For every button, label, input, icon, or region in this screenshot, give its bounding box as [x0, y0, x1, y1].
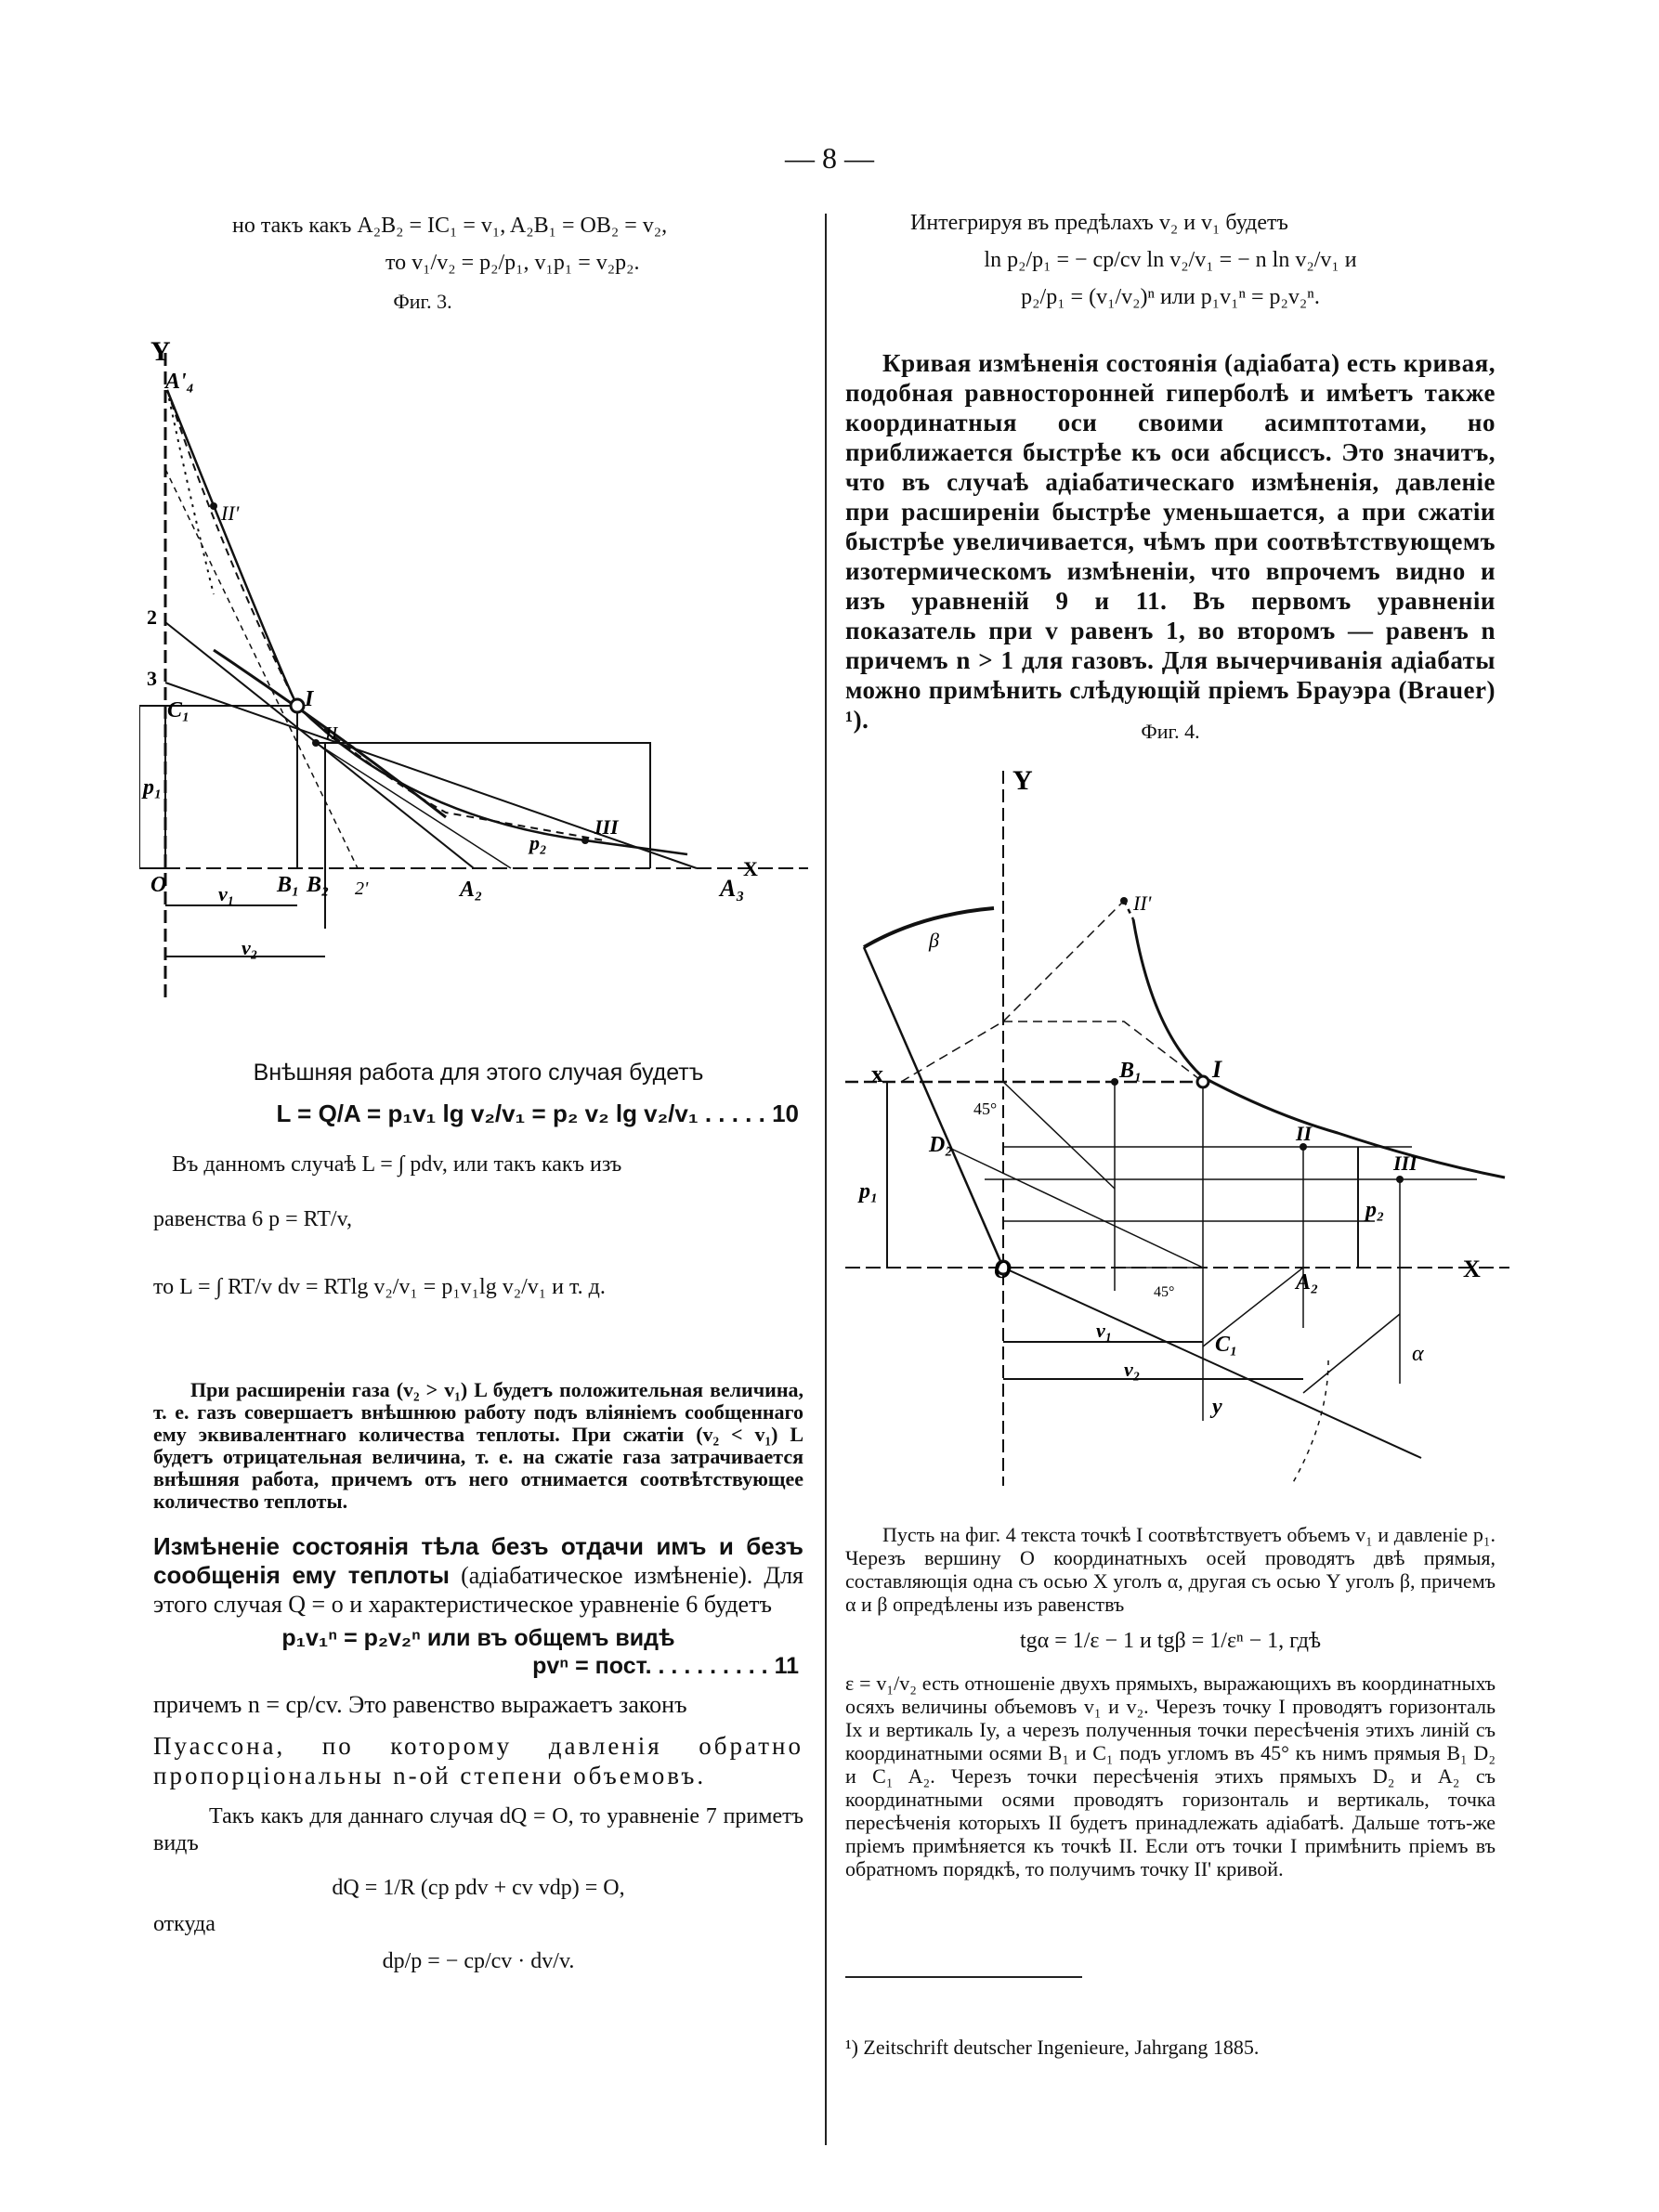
- fig3-ray-ii: [316, 743, 511, 868]
- fig3-dotted: [167, 390, 214, 594]
- fig3-point-iii: [581, 837, 589, 844]
- curve-block: [845, 348, 1496, 735]
- fig3-point-iip: [210, 502, 217, 510]
- left-intro: [153, 212, 803, 314]
- fig3-label-p2: p₂: [529, 831, 547, 854]
- equation-11b: pvⁿ = пост. . . . . . . . . . 11: [532, 1653, 799, 1679]
- fig4-label-ii: II: [1296, 1122, 1313, 1145]
- footnote-rule: [845, 1976, 1082, 1978]
- where-line: причемъ n = cp/cv. Это равенство выражаетъ законъ: [153, 1691, 687, 1718]
- ratio-line: p₂/p₁ = (v₁/v₂)ⁿ или p₁v₁ⁿ = p₂v₂ⁿ.: [1021, 285, 1320, 309]
- page-number: — 8 —: [785, 141, 874, 175]
- fig4-caption: Фиг. 4.: [1141, 720, 1200, 743]
- fig4-label-y: Y: [1012, 765, 1033, 796]
- let-paragraph: Пусть на фиг. 4 текста точкѣ I соотвѣтствуетъ объемъ v₁ и давленіе p₁. Черезъ вершину O координатныхъ осей проводятъ двѣ прямыя, составляющія одна съ осью X уголъ α, другая съ осью Y уголъ β, причемъ α и β опредѣлены изъ равенствъ: [845, 1523, 1496, 1616]
- fig4-point-b1: [1111, 1078, 1118, 1086]
- whence-line: откуда: [153, 1912, 216, 1936]
- fig3-label-iip: II': [221, 501, 240, 525]
- given-case-line: Въ данномъ случаѣ L = ∫ pdv, или такъ какъ изъ: [172, 1152, 622, 1177]
- fig4-label-v2: v₂: [1124, 1358, 1141, 1381]
- fig3-label-y: Y: [150, 336, 171, 367]
- column-divider: [825, 214, 827, 2145]
- fig3-point-i: [291, 699, 304, 712]
- fig4-45-c2: [1303, 1314, 1400, 1393]
- fig4-construct-iip-2: [1003, 1021, 1203, 1082]
- fig4-point-iii: [1396, 1176, 1404, 1183]
- figure-3: [139, 334, 817, 1021]
- fig3-label-ii: II: [325, 723, 338, 744]
- let-block: [845, 1523, 1496, 1880]
- fig3-label-2: 2: [147, 605, 157, 629]
- fig4-point-i: [1197, 1076, 1208, 1087]
- fig3-label-a2: A₂: [460, 878, 483, 902]
- fig4-label-beta: β: [929, 929, 939, 952]
- fig3-label-3: 3: [147, 667, 157, 690]
- fig4-label-v1: v₁: [1096, 1319, 1113, 1342]
- fig3-ray-3: [165, 683, 697, 868]
- fig3-rect-1: [165, 706, 297, 868]
- fig4-label-45b: 45°: [1154, 1284, 1175, 1300]
- footnote: ¹) Zeitschrift deutscher Ingenieure, Jahrgang 1885.: [845, 2036, 1260, 2059]
- fig4-label-b1: B₁: [1119, 1059, 1143, 1083]
- fig4-label-x-small: x: [871, 1060, 883, 1087]
- fig4-label-y-small: y: [1212, 1395, 1222, 1419]
- fig3-label-c1: C₁: [167, 698, 190, 722]
- fig3-label-b2: B₂: [307, 873, 330, 897]
- since-paragraph: Такъ какъ для даннаго случая dQ = O, то уравненіе 7 приметъ видъ: [153, 1804, 803, 1855]
- tg-line: tgα = 1/ε − 1 и tgβ = 1/εⁿ − 1, гдѣ: [1019, 1629, 1322, 1653]
- fig3-caption: Фиг. 3.: [393, 290, 452, 313]
- fig4-label-iii: III: [1393, 1152, 1417, 1175]
- fig4-adiabat: [1133, 919, 1505, 1178]
- fig3-label-2prime: 2': [355, 878, 369, 899]
- fig3-point-ii: [312, 739, 320, 747]
- fig4-label-alpha: α: [1412, 1342, 1424, 1366]
- section-tail: (адіабатическое измѣненіе). Для этого случая Q = o и характеристическое уравненіе 6 будетъ: [153, 1562, 804, 1618]
- section-paragraph: [153, 1532, 803, 1619]
- figure-4: [845, 752, 1514, 1495]
- poisson-paragraph: Пуассона, по которому давленія обратно пропорціональны n-ой степени объемовъ.: [153, 1732, 803, 1789]
- fig3-label-v1: v₁: [218, 882, 235, 905]
- fig4-label-i: I: [1212, 1056, 1222, 1083]
- fig3-label-iii: III: [594, 815, 619, 839]
- fig3-label-a3: A₃: [720, 875, 745, 902]
- eps-paragraph: ε = v₁/v₂ есть отношеніе двухъ прямыхъ, выражающихъ въ координатныхъ осяхъ величины объемовъ v₁ и v₂. Черезъ точку I проводятъ горизонталь Ix и вертикаль Iy, а черезъ полученныя точки пересѣченія этихъ линій съ координатными осями B₁ и C₁ подъ угломъ въ 45° къ нимъ прямыя B₁ D₂ и C₁ A₂. Черезъ точки пересѣченія этихъ прямыхъ D₂ и A₂ съ координатными осями проводятъ горизонталь и вертикаль, точка пересѣченія которыхъ II будетъ принадлежать адіабатѣ. Дальше тотъ-же пріемъ примѣняется къ точкѣ II. Если отъ точки I примѣнить пріемъ въ обратномъ порядкѣ, то получимъ точку II' кривой.: [845, 1672, 1496, 1880]
- fig3-label-x: X: [743, 857, 758, 880]
- equality-6-line: равенства 6 p = RT/v,: [153, 1207, 353, 1231]
- fig3-label-b1: B₁: [277, 873, 300, 897]
- equation-dq: dQ = 1/R (cp pdv + cv vdp) = O,: [332, 1876, 625, 1900]
- ln-line: ln p₂/p₁ = − cp/cv ln v₂/v₁ = − n ln v₂/v₁ и: [984, 248, 1357, 272]
- equation-dp: dp/p = − cp/cv · dv/v.: [382, 1949, 575, 1973]
- fig4-label-c1: C₁: [1215, 1333, 1238, 1357]
- section-heading: Измѣненіе состоянія тѣла безъ отдачи имъ и безъ сообщенія ему теплоты: [153, 1532, 803, 1589]
- then-line: то L = ∫ RT/v dv = RTlg v₂/v₁ = p₁v₁lg v₂/v₁ и т. д.: [153, 1275, 606, 1299]
- fig4-label-p2: p₂: [1365, 1198, 1385, 1222]
- fig4-alpha-line: [1003, 1268, 1421, 1458]
- fig4-point-iip: [1120, 897, 1128, 904]
- fig3-ray-a4: [165, 469, 358, 868]
- work-heading: Внѣшняя работа для этого случая будетъ: [253, 1060, 704, 1086]
- expansion-paragraph: При расширеніи газа (v₂ > v₁) L будетъ положительная величина, т. е. газъ совершаетъ внѣшнюю работу подъ вліяніемъ сообщеннаго ему эквивалентнаго количества теплоты. При сжатіи (v₂ < v₁) L будетъ отрицательная величина, т. е. на сжатіе газа затрачивается внѣшняя работа, причемъ отъ него отнимается соотвѣтствующее количество теплоты.: [153, 1378, 803, 1513]
- fig4-label-p1: p₁: [859, 1179, 879, 1204]
- fig3-isotherm: [167, 390, 687, 854]
- expansion-block: [153, 1379, 803, 1513]
- integrating-line: Интегрируя въ предѣлахъ v₂ и v₁ будетъ: [910, 211, 1288, 235]
- fig4-label-x: X: [1463, 1256, 1481, 1282]
- right-intro: [845, 210, 1496, 311]
- fig4-label-d2: D₂: [929, 1133, 953, 1157]
- fig4-label-45a: 45°: [973, 1099, 998, 1118]
- intro-line-2: то v₁/v₂ = p₂/p₁, v₁p₁ = v₂p₂.: [385, 251, 640, 275]
- fig3-label-p1: p₁: [143, 775, 163, 800]
- intro-line-1: но такъ какъ A₂B₂ = IC₁ = v₁, A₂B₁ = OB₂ = v₂,: [232, 214, 668, 238]
- fig4-label-o: O: [994, 1256, 1012, 1283]
- equation-11a: p₁v₁ⁿ = p₂v₂ⁿ или въ общемъ видѣ: [281, 1625, 675, 1651]
- fig3-label-o: O: [150, 873, 167, 897]
- fig4-45-b1: [1003, 1082, 1115, 1189]
- fig4-label-iip: II': [1133, 891, 1152, 915]
- fig4-45-d2: [947, 1147, 1203, 1268]
- work-section: [153, 1059, 803, 1301]
- fig3-label-i: I: [305, 687, 314, 711]
- fig3-label-v2: v₂: [242, 936, 258, 959]
- adiabatic-section: [153, 1532, 803, 1975]
- fig4-label-a2: A₂: [1296, 1270, 1319, 1295]
- equation-10: L = Q/A = p₁v₁ lg v₂/v₁ = p₂ v₂ lg v₂/v₁ . . . . . 10: [276, 1099, 799, 1127]
- fig3-label-a4: A'₄: [165, 370, 195, 394]
- curve-paragraph: Кривая измѣненія состоянія (адіабата) есть кривая, подобная равносторонней гиперболѣ и имѣетъ также координатныя оси своими асимптотами, но приближается быстрѣе къ оси абсциссъ. Это значитъ, что въ случаѣ адіабатическаго измѣненія, давленіе при расширеніи быстрѣе уменьшается, а при сжатіи быстрѣе увеличивается, чѣмъ при соотвѣтствующемъ изотермическомъ измѣненіи, что впрочемъ видно и изъ уравненій 9 и 11. Въ первомъ уравненіи показатель при v равенъ 1, во второмъ — равенъ n причемъ n > 1 для газовъ. Для вычерчиванія адіабаты можно примѣнить слѣдующій пріемъ Брауэра (Brauer) ¹).: [845, 349, 1496, 734]
